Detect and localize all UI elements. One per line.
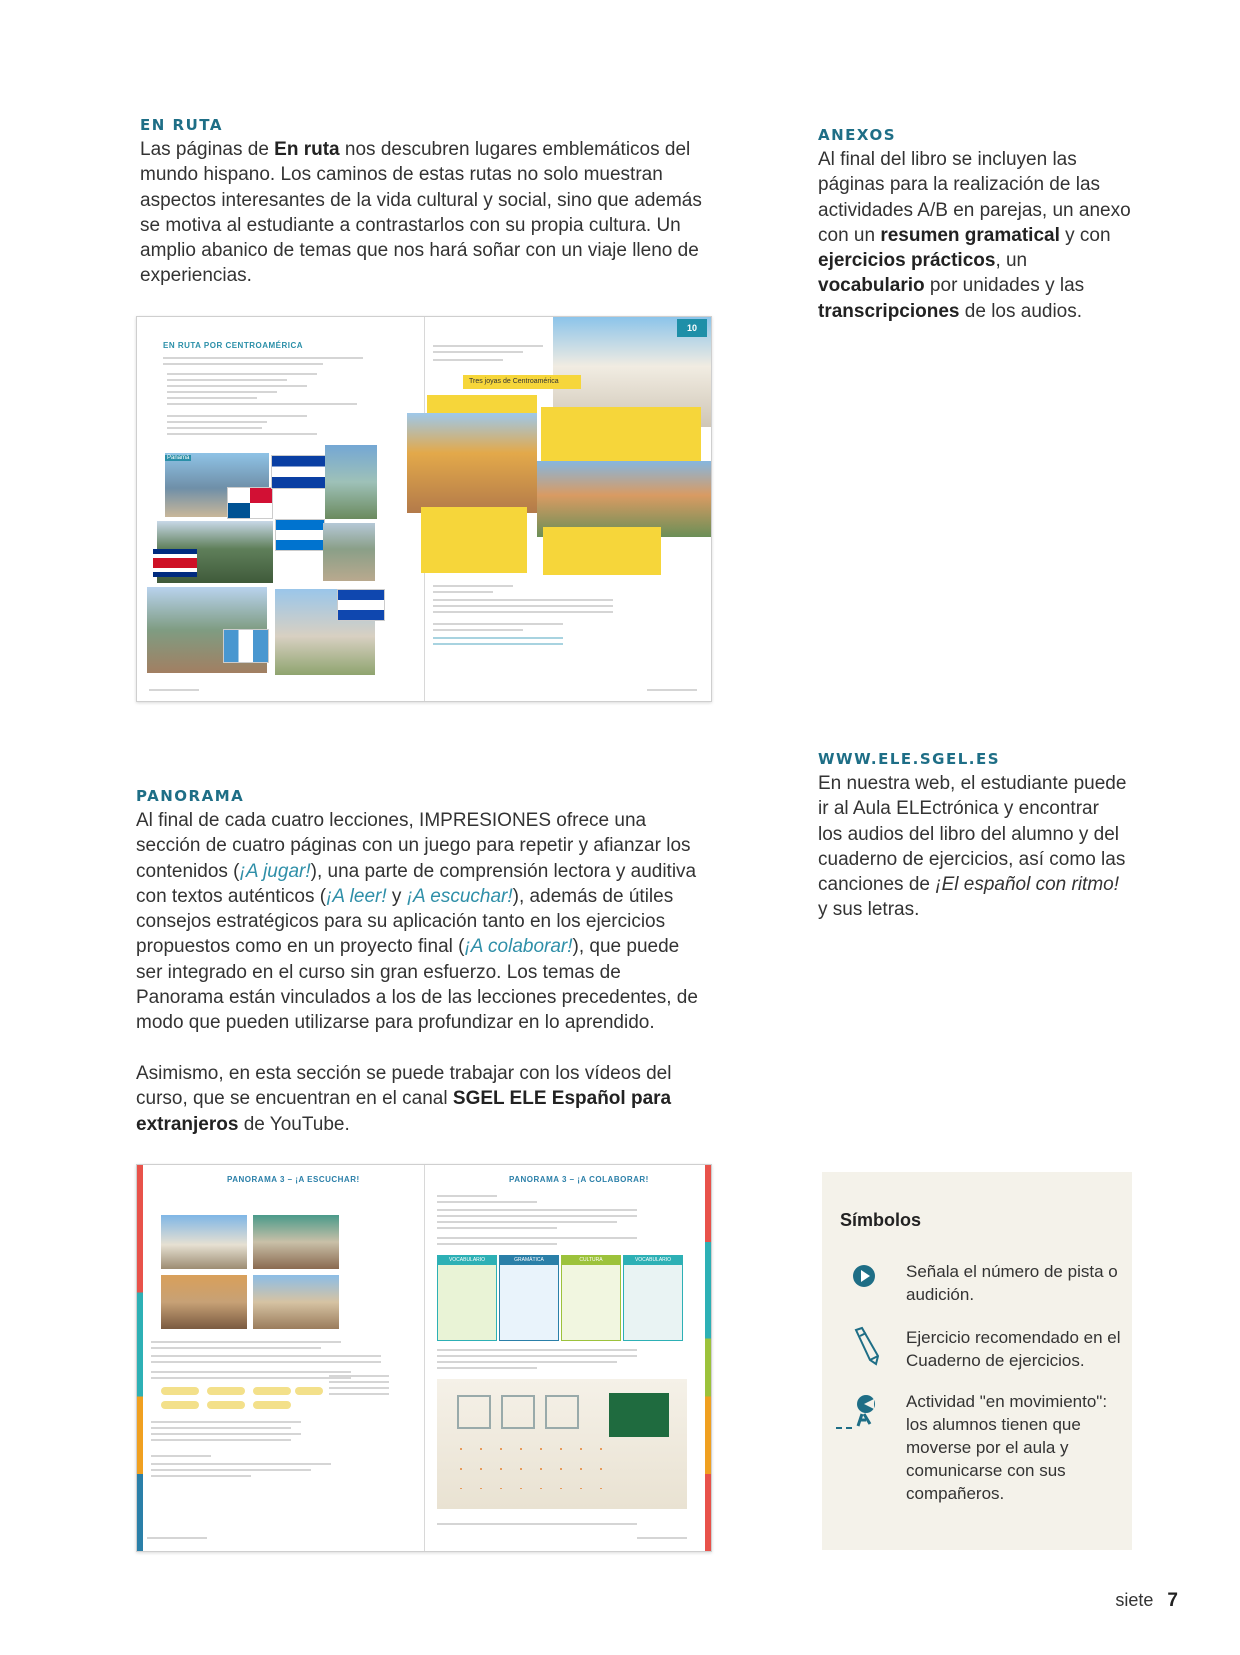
card-2: GRAMÁTICA xyxy=(499,1255,559,1341)
moving-figure-icon xyxy=(834,1390,880,1437)
page-footer xyxy=(1115,1590,1178,1612)
granada-photo xyxy=(537,461,711,537)
panorama-text: Al final de cada cuatro lecciones, IMPRESIONES ofrece una sección de cuatro páginas con un juego para repetir y afianzar los contenidos (¡A jugar!), una parte de comprensión lectora y auditiva con textos auténticos (¡A leer! y ¡A escuchar!), además de útiles consejos estratégicos para su aplicación tanto en los ejercicios propuestos como en un proyecto final (¡A colaborar!), que puede ser integrado en el curso sin gran esfuerzo. Los temas de Panorama están vinculados a los de las lecciones precedentes, de modo que pueden utilizarse para profundizar en lo aprendido. xyxy=(136,810,698,1034)
left-panorama-heading: PANORAMA 3 – ¡A ESCUCHAR! xyxy=(227,1175,360,1184)
symbols-box xyxy=(822,1172,1132,1550)
en-ruta-text: Las páginas de En ruta nos descubren lugares emblemáticos del mundo hispano. Los caminos de estas rutas no solo muestran aspectos interesantes de la vida cultural y social, sino que además se motiva al estudiante a contrastarlos con su propia cultura. Un amplio abanico de temas que nos hará soñar con un viaje lleno de experiencias. xyxy=(140,139,702,287)
right-panorama-heading: PANORAMA 3 – ¡A COLABORAR! xyxy=(509,1175,649,1184)
panorama-spread-thumbnail xyxy=(136,1164,712,1552)
nicaragua-flag xyxy=(271,455,327,489)
panorama-title: PANORAMA xyxy=(136,787,245,805)
page-number: 7 xyxy=(1167,1590,1178,1611)
web-text: En nuestra web, el estudiante puede ir al Aula ELEctrónica y encontrar los audios del libro del alumno y del cuaderno de ejercicios, así como las canciones de ¡El español con ritmo! y sus letras. xyxy=(818,773,1127,921)
guatemala-flag xyxy=(223,629,269,663)
page-word: siete xyxy=(1115,1590,1154,1610)
anexos-text: Al final del libro se incluyen las páginas para la realización de las actividades A/B en parejas, un anexo con un resumen gramatical y con ejercicios prácticos, un vocabulario por unidades y las transcripciones de los audios. xyxy=(818,149,1131,322)
symbol-text-movement: Actividad "en movimiento": los alumnos tienen que moverse por el aula y comunicarse con sus compañeros. xyxy=(906,1392,1108,1503)
page-number-badge: 10 xyxy=(677,319,707,337)
arch-photo xyxy=(407,413,537,513)
play-circle-icon xyxy=(852,1264,876,1293)
tres-joyas-banner: Tres joyas de Centroamérica xyxy=(463,375,581,389)
nicaragua-photo xyxy=(325,445,377,519)
classroom-illustration xyxy=(437,1379,687,1509)
panorama-text-2: Asimismo, en esta sección se puede trabajar con los vídeos del curso, que se encuentran en el canal SGEL ELE Español para extranjeros de YouTube. xyxy=(136,1063,672,1135)
pencil-icon xyxy=(852,1326,882,1371)
street-photo xyxy=(253,1215,339,1269)
card-4: VOCABULARIO xyxy=(623,1255,683,1341)
thumb-heading: EN RUTA POR CENTROAMÉRICA xyxy=(163,341,304,350)
el-salvador-flag xyxy=(337,589,385,621)
plaza-photo xyxy=(161,1275,247,1329)
en-ruta-title: EN RUTA xyxy=(140,116,223,134)
panama-flag xyxy=(227,487,273,519)
anexos-title: ANEXOS xyxy=(818,126,896,144)
web-title: WWW.ELE.SGEL.ES xyxy=(818,750,1001,768)
granada-note xyxy=(543,527,661,575)
honduras-photo xyxy=(323,523,375,581)
card-1: VOCABULARIO xyxy=(437,1255,497,1341)
costa-rica-flag xyxy=(153,549,197,577)
church-photo xyxy=(253,1275,339,1329)
honduras-flag xyxy=(275,519,325,551)
symbol-text-workbook: Ejercicio recomendado en el Cuaderno de ejercicios. xyxy=(906,1328,1121,1370)
symbol-text-audio: Señala el número de pista o audición. xyxy=(906,1262,1118,1304)
card-3: CULTURA xyxy=(561,1255,621,1341)
label-panama: Panamá xyxy=(167,455,190,461)
antigua-note xyxy=(421,507,527,573)
comayagua-note xyxy=(541,407,701,463)
symbols-title: Símbolos xyxy=(840,1210,922,1230)
capitol-photo xyxy=(161,1215,247,1269)
en-ruta-spread-thumbnail xyxy=(136,316,712,702)
